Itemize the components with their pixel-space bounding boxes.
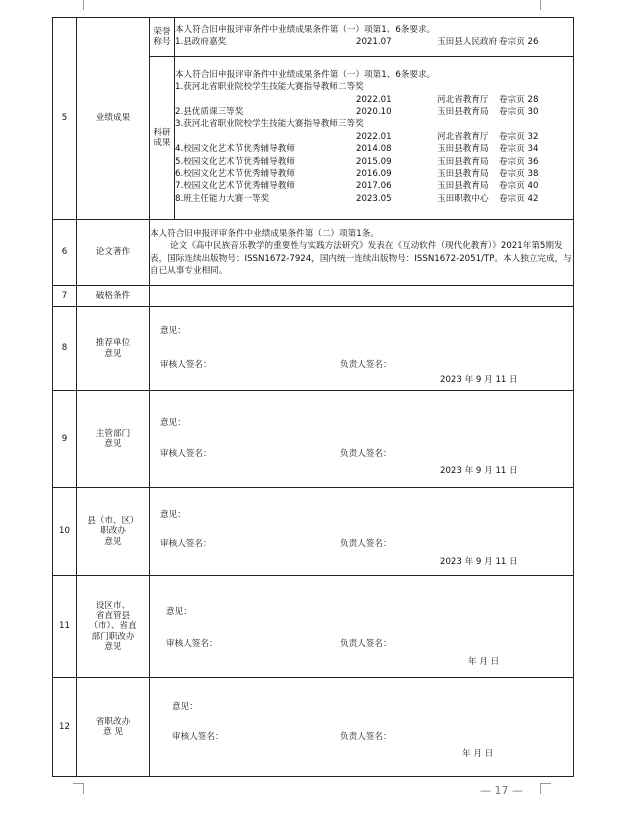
research-content: [175, 57, 574, 220]
item-label: 省职改办 意 见: [77, 678, 150, 777]
date: 2023 年 9 月 11 日: [440, 466, 518, 476]
row-opinion: [53, 391, 574, 488]
date: 2023 年 9 月 11 日: [440, 557, 518, 567]
row-number: 10: [53, 488, 77, 576]
reviewer-signature: 审核人签名：: [160, 539, 212, 549]
row-number: 8: [53, 307, 77, 391]
row-number: 9: [53, 391, 77, 488]
research-line: 5.校园文化艺术节优秀辅导教师 2015.09 玉田县教育局 卷宗页 36: [175, 156, 539, 167]
crop-mark: [540, 783, 551, 794]
leader-signature: 负责人签名：: [340, 360, 392, 370]
research-list: [175, 82, 573, 206]
crop-mark: [540, 0, 551, 10]
item-label: 设区市、 省直管县 （市）、省直 部门职改办 意见: [77, 576, 150, 678]
row-number: 6: [53, 220, 77, 286]
category-honor: 荣誉 称号: [150, 18, 175, 57]
honor-line: 1.县政府嘉奖 2021.07 玉田县人民政府 卷宗页 26: [175, 37, 539, 47]
crop-mark: [73, 0, 84, 10]
opinion-cell: [150, 488, 574, 576]
research-line: 2.县优质课三等奖 2020.10 玉田县教育局 卷宗页 30: [175, 107, 539, 118]
item-label: 县（市、区） 职改办 意见: [77, 488, 150, 576]
item-label: 主管部门 意见: [77, 391, 150, 488]
row-opinion: [53, 576, 574, 678]
honor-head: 本人符合旧申报评审条件中业绩成果条件第（一）项第1、6条要求。: [175, 24, 436, 35]
item-label: 破格条件: [77, 286, 150, 307]
papers-content: [150, 220, 574, 286]
reviewer-signature: 审核人签名：: [172, 732, 224, 742]
item-label: 推荐单位 意见: [77, 307, 150, 391]
opinion-label: 意见：: [172, 702, 198, 712]
research-line: 2022.01 河北省教育厅 卷宗页 32: [356, 131, 539, 142]
research-line: 8.班主任能力大赛一等奖 2023.05 玉田职教中心 卷宗页 42: [175, 193, 539, 204]
row-opinion: [53, 678, 574, 777]
research-line: 4.校园文化艺术节优秀辅导教师 2014.08 玉田县教育局 卷宗页 34: [175, 144, 539, 155]
research-line: 3.获河北省职业院校学生技能大赛指导教师三等奖: [175, 119, 364, 130]
opinion-label: 意见：: [160, 418, 186, 428]
exceptional-content: [150, 286, 574, 307]
leader-signature: 负责人签名：: [340, 639, 392, 649]
opinion-cell: [150, 576, 574, 678]
date: 年 月 日: [468, 657, 500, 667]
papers-line1: 本人符合旧申报评审条件中业绩成果条件第（二）项第1条。: [150, 228, 379, 239]
opinion-label: 意见：: [166, 607, 192, 617]
research-head: 本人符合旧申报评审条件中业绩成果条件第（一）项第1、6条要求。: [175, 69, 436, 80]
leader-signature: 负责人签名：: [340, 539, 392, 549]
leader-signature: 负责人签名：: [340, 732, 392, 742]
reviewer-signature: 审核人签名：: [160, 449, 212, 459]
page-number: — 17 —: [480, 784, 523, 797]
row-number: 5: [53, 18, 77, 220]
category-research: 科研 成果: [150, 57, 175, 220]
date: 2023 年 9 月 11 日: [440, 375, 518, 385]
papers-paragraph: 论文《高中民族音乐教学的重要性与实践方法研究》发表在《互动软件（现代化教育）》2021年第5期发表，国际连续出版物号：ISSN1672-7924，国内统一连续出版物号：ISSN1672-2051/TP。本人独立完成，与自已从事专业相同。: [150, 241, 572, 276]
honor-content: [175, 18, 574, 57]
research-line: 2022.01 河北省教育厅 卷宗页 28: [356, 94, 539, 105]
row-exceptional: [53, 286, 574, 307]
leader-signature: 负责人签名：: [340, 449, 392, 459]
row-achievements-honor: [53, 18, 574, 57]
research-line: 1.获河北省职业院校学生技能大赛指导教师二等奖: [175, 82, 364, 93]
opinion-label: 意见：: [160, 326, 186, 336]
crop-mark: [73, 783, 84, 794]
research-line: 6.校园文化艺术节优秀辅导教师 2016.09 玉田县教育局 卷宗页 38: [175, 168, 539, 179]
row-number: 7: [53, 286, 77, 307]
row-number: 12: [53, 678, 77, 777]
reviewer-signature: 审核人签名：: [160, 360, 212, 370]
date: 年 月 日: [462, 749, 494, 759]
opinion-cell: [150, 678, 574, 777]
row-opinion: [53, 307, 574, 391]
opinion-label: 意见：: [160, 510, 186, 520]
row-papers: [53, 220, 574, 286]
opinion-cell: [150, 391, 574, 488]
reviewer-signature: 审核人签名：: [166, 639, 218, 649]
evaluation-form-table: [52, 17, 574, 777]
row-number: 11: [53, 576, 77, 678]
item-label: 业绩成果: [77, 18, 150, 220]
research-line: 7.校园文化艺术节优秀辅导教师 2017.06 玉田县教育局 卷宗页 40: [175, 181, 539, 192]
row-opinion: [53, 488, 574, 576]
item-label: 论文著作: [77, 220, 150, 286]
opinion-cell: [150, 307, 574, 391]
